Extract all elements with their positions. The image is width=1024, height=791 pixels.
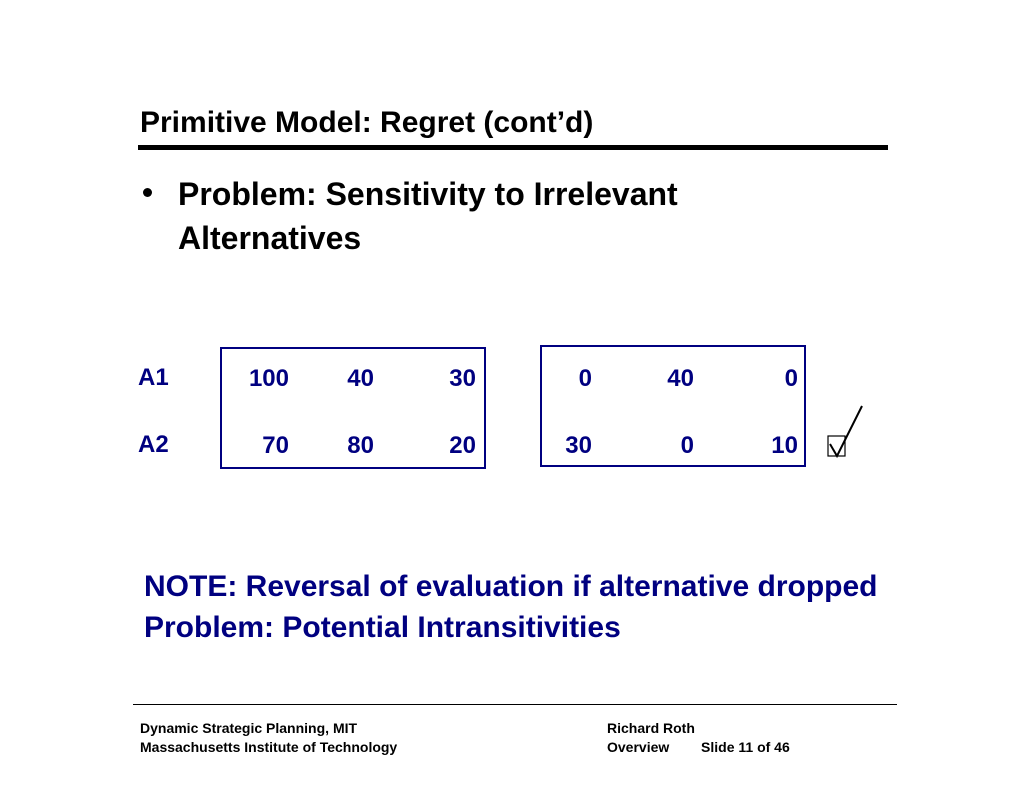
- row-label-a1: A1: [138, 364, 169, 391]
- footer-author: Richard Roth: [607, 720, 695, 736]
- footer-left: [140, 719, 397, 757]
- footer-right: [607, 719, 790, 757]
- footer-institution: Massachusetts Institute of Technology: [140, 739, 398, 755]
- payoff-cell: 30: [449, 365, 476, 392]
- payoff-cell: 100: [248, 365, 289, 392]
- bullet-dot-icon: [143, 188, 152, 197]
- footer-divider: [133, 704, 897, 705]
- footer-section: Overview: [607, 739, 670, 755]
- payoff-cell: 20: [449, 432, 476, 459]
- title-underline: [138, 145, 888, 150]
- payoff-cell: 40: [347, 365, 374, 392]
- row-label-a2: A2: [138, 431, 169, 458]
- checkmark-box-icon: [826, 404, 866, 460]
- payoff-cell: 70: [262, 432, 289, 459]
- regret-cell: 0: [680, 432, 694, 459]
- regret-cell: 40: [667, 365, 694, 392]
- note-line-intransitivities: Problem: Potential Intransitivities: [144, 611, 621, 644]
- footer-meta: [607, 738, 790, 757]
- note-line-reversal: NOTE: Reversal of evaluation if alternative dropped: [144, 570, 878, 603]
- regret-cell: 30: [565, 432, 592, 459]
- footer-slide-number: Slide 11 of 46: [701, 739, 790, 755]
- regret-cell: 0: [578, 365, 592, 392]
- slide-title: Primitive Model: Regret (cont’d): [140, 106, 594, 139]
- payoff-matrix: [220, 347, 486, 469]
- note-text: [144, 566, 878, 648]
- regret-cell: 10: [771, 432, 798, 459]
- payoff-cell: 80: [347, 432, 374, 459]
- regret-cell: 0: [784, 365, 798, 392]
- footer-course: Dynamic Strategic Planning, MIT: [140, 720, 358, 736]
- regret-matrix: [540, 345, 806, 467]
- bullet-text: Problem: Sensitivity to Irrelevant Alternatives: [178, 176, 678, 256]
